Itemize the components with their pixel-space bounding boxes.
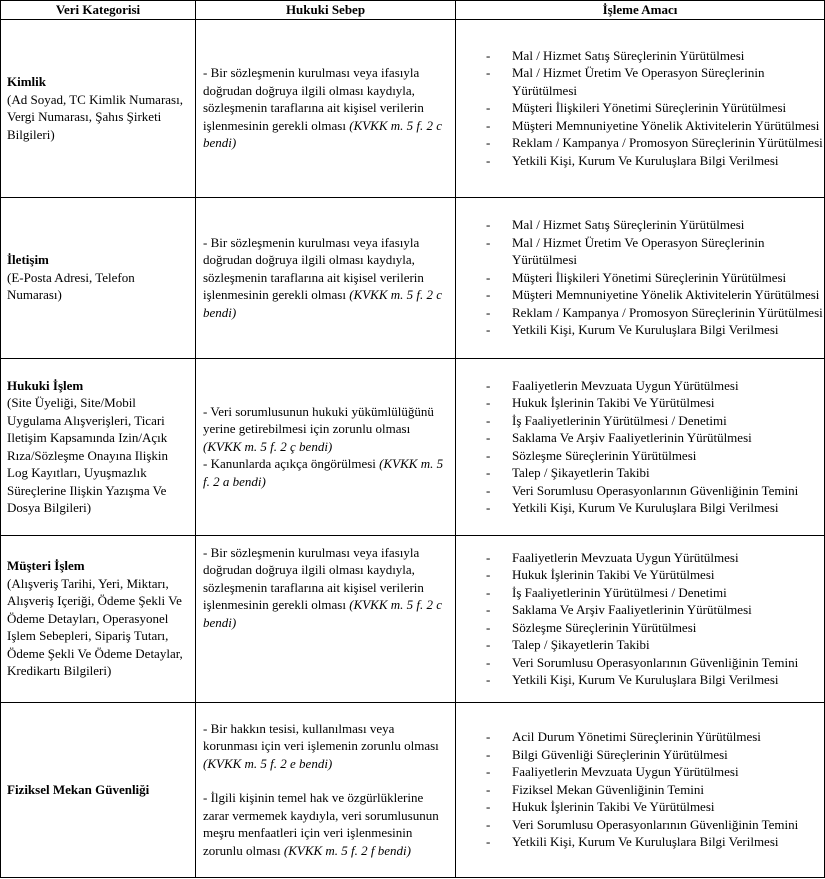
- purpose-cell: [456, 19, 825, 197]
- table-row-fiziksel-mekan: [1, 702, 825, 877]
- list-item: - Reklam / Kampanya / Promosyon Süreçlerinin Yürütülmesi: [486, 135, 823, 151]
- table-row-musteri-islem: [1, 535, 825, 702]
- list-item: - Mal / Hizmet Satış Süreçlerinin Yürütülmesi: [486, 47, 745, 63]
- list-item: - Saklama Ve Arşiv Faaliyetlerinin Yürütülmesi: [486, 602, 752, 617]
- legal-reason: - Bir hakkın tesisi, kullanılması veya korunması için veri işlemenin zorunlu olması (KVKK m. 5 f. 2 e bendi): [203, 720, 439, 771]
- list-item: - Faaliyetlerin Mevzuata Uygun Yürütülmesi: [486, 549, 739, 565]
- header-category: Veri Kategorisi: [1, 1, 196, 20]
- category-title: Hukuki İşlem: [7, 377, 84, 393]
- legal-reason: - Bir sözleşmenin kurulması veya ifasıyla doğrudan doğruya ilgili olması kaydıyla, sözleşmenin taraflarına ait kişisel verilerin işlenmesinin gerekli olması (KVKK m. 5 f. 2 c bendi): [203, 65, 443, 151]
- table-row-kimlik: [1, 19, 825, 197]
- purpose-list: [456, 377, 824, 517]
- table-row-iletisim: [1, 197, 825, 358]
- list-item: - Talep / Şikayetlerin Takibi: [486, 637, 650, 652]
- header-row: [1, 1, 825, 20]
- list-item: - Müşteri Memnuniyetine Yönelik Aktivitelerin Yürütülmesi: [486, 117, 820, 133]
- purpose-cell: [456, 535, 825, 702]
- purpose-cell: [456, 197, 825, 358]
- list-item: - Müşteri Memnuniyetine Yönelik Aktivitelerin Yürütülmesi: [486, 287, 820, 303]
- list-item: - İş Faaliyetlerinin Yürütülmesi / Denetimi: [486, 412, 727, 428]
- list-item: - Acil Durum Yönetimi Süreçlerinin Yürütülmesi: [486, 729, 761, 745]
- list-item: - Hukuk İşlerinin Takibi Ve Yürütülmesi: [486, 799, 715, 815]
- category-detail: (E-Posta Adresi, Telefon Numarası): [7, 269, 135, 303]
- list-item: - Yetkili Kişi, Kurum Ve Kuruluşlara Bilgi Verilmesi: [486, 834, 779, 850]
- legal-reason-cell: [196, 358, 456, 535]
- list-item: - Hukuk İşlerinin Takibi Ve Yürütülmesi: [486, 395, 715, 410]
- law-reference: (KVKK m. 5 f. 2 c bendi): [203, 287, 443, 320]
- legal-reason: - Bir sözleşmenin kurulması veya ifasıyla doğrudan doğruya ilgili olması kaydıyla, sözleşmenin taraflarına ait kişisel verilerin işlenmesinin gerekli olması (KVKK m. 5 f. 2 c bendi): [203, 234, 443, 320]
- list-item: - Yetkili Kişi, Kurum Ve Kuruluşlara Bilgi Verilmesi: [486, 500, 779, 515]
- category-title: İletişim: [7, 252, 49, 268]
- purpose-list: [456, 216, 824, 339]
- category-detail: (Ad Soyad, TC Kimlik Numarası, Vergi Numarası, Şahıs Şirketi Bilgileri): [7, 91, 183, 142]
- purpose-cell: [456, 358, 825, 535]
- list-item: - Mal / Hizmet Satış Süreçlerinin Yürütülmesi: [486, 217, 745, 233]
- legal-reason-cell: [196, 197, 456, 358]
- list-item: - Veri Sorumlusu Operasyonlarının Güvenliğinin Temini: [486, 482, 799, 498]
- header-legal-reason: Hukuki Sebep: [196, 1, 456, 20]
- legal-reason: - Bir sözleşmenin kurulması veya ifasıyla doğrudan doğruya ilgili olması kaydıyla, sözleşmenin taraflarına ait kişisel verilerin işlenmesinin gerekli olması (KVKK m. 5 f. 2 c bendi): [203, 544, 443, 630]
- list-item: - Sözleşme Süreçlerinin Yürütülmesi: [486, 447, 697, 463]
- law-reference: (KVKK m. 5 f. 2 a bendi): [203, 456, 444, 489]
- category-cell: [1, 535, 196, 702]
- list-item: - Talep / Şikayetlerin Takibi: [486, 465, 650, 480]
- list-item: - Yetkili Kişi, Kurum Ve Kuruluşlara Bilgi Verilmesi: [486, 152, 779, 168]
- category-detail: (Alışveriş Tarihi, Yeri, Miktarı, Alışveriş Içeriği, Ödeme Şekli Ve Ödeme Detayları, Operasyonel Işlem Sebepleri, Sipariş Tutarı, Ödeme Şekli Ve Ödeme Detaylar, Kredikartı Bilgileri): [7, 575, 183, 679]
- header-purpose: İşleme Amacı: [456, 1, 825, 20]
- list-item: - Müşteri İlişkileri Yönetimi Süreçlerinin Yürütülmesi: [486, 100, 787, 116]
- legal-reason: - Kanunlarda açıkça öngörülmesi (KVKK m. 5 f. 2 a bendi): [203, 456, 444, 489]
- list-item: - İş Faaliyetlerinin Yürütülmesi / Denetimi: [486, 584, 727, 600]
- list-item: - Veri Sorumlusu Operasyonlarının Güvenliğinin Temini: [486, 816, 799, 832]
- law-reference: (KVKK m. 5 f. 2 f bendi): [283, 842, 411, 858]
- list-item: - Yetkili Kişi, Kurum Ve Kuruluşlara Bilgi Verilmesi: [486, 322, 779, 338]
- legal-reason: - Veri sorumlusunun hukuki yükümlülüğünü yerine getirebilmesi için zorunlu olması (KVKK m. 5 f. 2 ç bendi): [203, 403, 434, 454]
- purpose-list: [456, 47, 824, 170]
- list-item: - Yetkili Kişi, Kurum Ve Kuruluşlara Bilgi Verilmesi: [486, 672, 779, 687]
- category-title: Fiziksel Mekan Güvenliği: [7, 781, 150, 797]
- category-cell: [1, 702, 196, 877]
- list-item: - Faaliyetlerin Mevzuata Uygun Yürütülmesi: [486, 377, 739, 393]
- list-item: - Veri Sorumlusu Operasyonlarının Güvenliğinin Temini: [486, 654, 799, 670]
- category-detail: (Site Üyeliği, Site/Mobil Uygulama Alışverişleri, Ticari Iletişim Kapsamında Izin/Açık Rıza/Sözleşme Onayına Ilişkin Log Kayıtları, Uyuşmazlık Süreçlerine Ilişkin Yazışma Ve Dosya Bilgileri): [7, 395, 169, 515]
- purpose-list: [456, 549, 824, 689]
- category-title: Müşteri İşlem: [7, 558, 85, 574]
- list-item: - Faaliyetlerin Mevzuata Uygun Yürütülmesi: [486, 764, 739, 780]
- legal-reason: - İlgili kişinin temel hak ve özgürlüklerine zarar vermemek kaydıyla, veri sorumlusunun meşru menfaatleri için veri işlenmesinin zorunlu olması (KVKK m. 5 f. 2 f bendi): [203, 790, 439, 858]
- list-item: - Fiziksel Mekan Güvenliğinin Temini: [486, 781, 705, 797]
- category-title: Kimlik: [7, 74, 47, 89]
- legal-reason-cell: [196, 702, 456, 877]
- list-item: - Mal / Hizmet Üretim Ve Operasyon Süreçlerinin Yürütülmesi: [486, 65, 765, 98]
- list-item: - Saklama Ve Arşiv Faaliyetlerinin Yürütülmesi: [486, 430, 752, 445]
- table-row-hukuki-islem: [1, 358, 825, 535]
- legal-reason-cell: [196, 535, 456, 702]
- law-reference: (KVKK m. 5 f. 2 e bendi): [203, 755, 333, 771]
- purpose-cell: [456, 702, 825, 877]
- legal-reason-cell: [196, 19, 456, 197]
- category-cell: [1, 197, 196, 358]
- list-item: - Müşteri İlişkileri Yönetimi Süreçlerinin Yürütülmesi: [486, 269, 787, 285]
- purpose-list: [456, 728, 824, 851]
- law-reference: (KVKK m. 5 f. 2 c bendi): [203, 117, 443, 151]
- category-cell: [1, 19, 196, 197]
- category-cell: [1, 358, 196, 535]
- list-item: - Sözleşme Süreçlerinin Yürütülmesi: [486, 619, 697, 635]
- law-reference: (KVKK m. 5 f. 2 c bendi): [203, 597, 443, 630]
- list-item: - Mal / Hizmet Üretim Ve Operasyon Süreçlerinin Yürütülmesi: [486, 234, 765, 268]
- law-reference: (KVKK m. 5 f. 2 ç bendi): [203, 438, 333, 454]
- list-item: - Reklam / Kampanya / Promosyon Süreçlerinin Yürütülmesi: [486, 304, 823, 320]
- list-item: - Hukuk İşlerinin Takibi Ve Yürütülmesi: [486, 567, 715, 582]
- list-item: - Bilgi Güvenliği Süreçlerinin Yürütülmesi: [486, 746, 728, 762]
